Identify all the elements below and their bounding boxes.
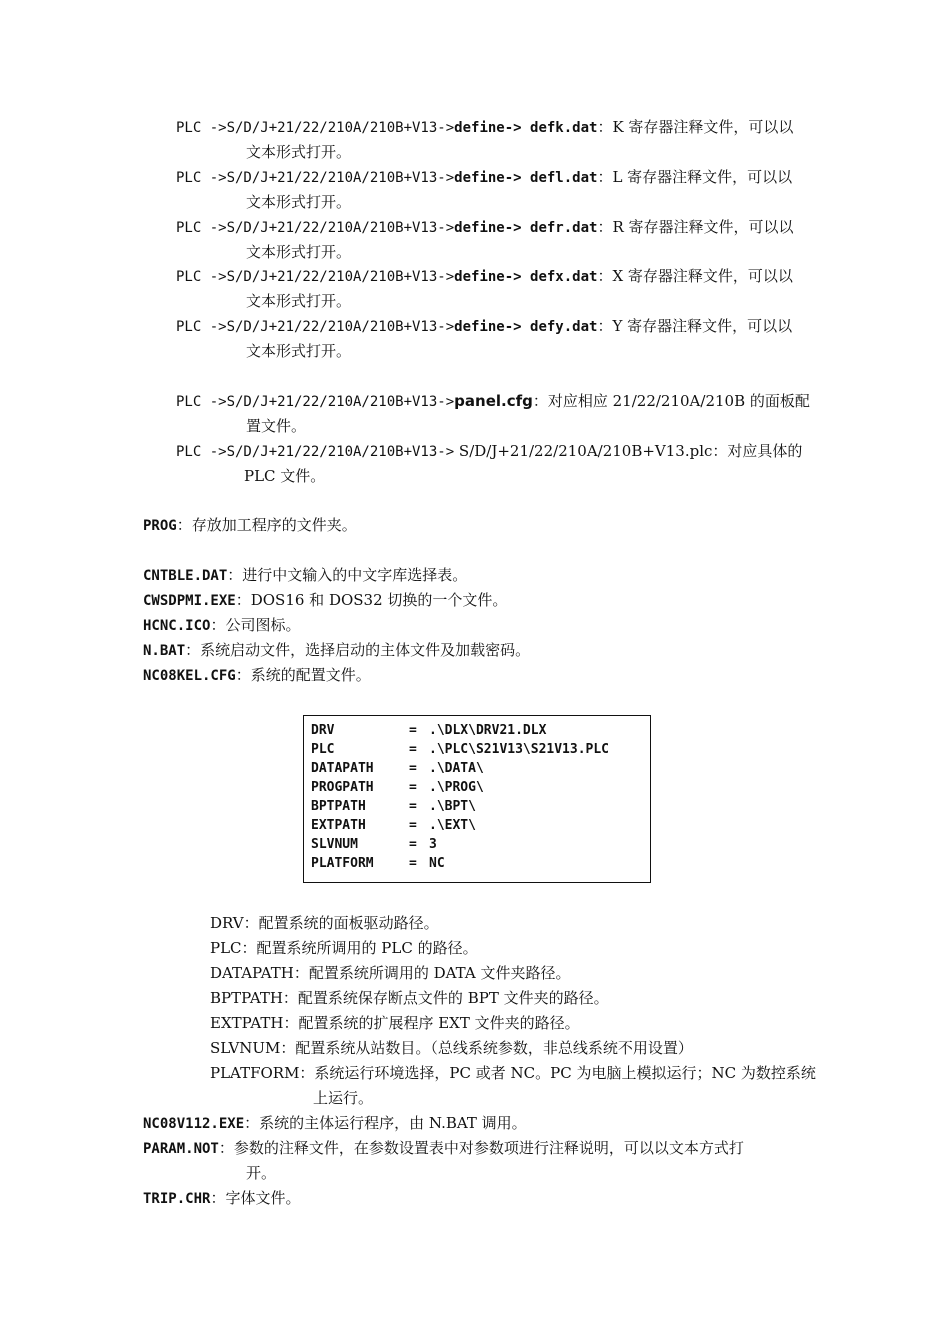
file-entry-prog: PROG：存放加工程序的文件夹。 bbox=[143, 516, 357, 534]
plc-define-defr: PLC ->S/D/J+21/22/210A/210B+V13->define-> defr.dat：R 寄存器注释文件，可以以 bbox=[176, 218, 794, 236]
file-entry-cntble: CNTBLE.DAT：进行中文输入的中文字库选择表。 bbox=[143, 566, 468, 584]
plc-define-defx: PLC ->S/D/J+21/22/210A/210B+V13->define-> defx.dat：X 寄存器注释文件，可以以 bbox=[176, 267, 793, 285]
plc-define-defk-cont: 文本形式打开。 bbox=[246, 143, 352, 161]
config-file-box: DRV = .\DLX\DRV21.DLX PLC = .\PLC\S21V13\S21V13.PLC DATAPATH = .\DATA\ PROGPATH = .\PROG\ BPTPATH = .\BPT\ EXTPATH = .\EXT\ SLVNUM = 3 PLATFORM = NC bbox=[303, 715, 651, 883]
plc-define-defy-cont: 文本形式打开。 bbox=[246, 342, 352, 360]
plc-plc-file: PLC ->S/D/J+21/22/210A/210B+V13-> S/D/J+21/22/210A/210B+V13.plc：对应具体的 bbox=[176, 442, 803, 460]
file-entry-param-cont: 开。 bbox=[246, 1164, 277, 1182]
config-desc-datapath: DATAPATH：配置系统所调用的 DATA 文件夹路径。 bbox=[210, 964, 571, 982]
config-desc-plc: PLC：配置系统所调用的 PLC 的路径。 bbox=[210, 939, 478, 957]
file-entry-hcnc: HCNC.ICO：公司图标。 bbox=[143, 616, 301, 634]
plc-define-defx-cont: 文本形式打开。 bbox=[246, 292, 352, 310]
config-desc-bptpath: BPTPATH：配置系统保存断点文件的 BPT 文件夹的路径。 bbox=[210, 989, 609, 1007]
plc-panel-cfg-cont: 置文件。 bbox=[246, 417, 307, 435]
file-entry-cwsdpmi: CWSDPMI.EXE：DOS16 和 DOS32 切换的一个文件。 bbox=[143, 591, 508, 609]
config-desc-drv: DRV：配置系统的面板驱动路径。 bbox=[210, 914, 439, 932]
config-desc-platform-cont: 上运行。 bbox=[313, 1089, 374, 1107]
plc-define-defr-cont: 文本形式打开。 bbox=[246, 243, 352, 261]
config-desc-extpath: EXTPATH：配置系统的扩展程序 EXT 文件夹的路径。 bbox=[210, 1014, 580, 1032]
file-entry-nc08kel: NC08KEL.CFG：系统的配置文件。 bbox=[143, 666, 371, 684]
plc-define-defy: PLC ->S/D/J+21/22/210A/210B+V13->define-> defy.dat：Y 寄存器注释文件，可以以 bbox=[176, 317, 793, 335]
plc-plc-file-cont: PLC 文件。 bbox=[244, 467, 326, 485]
plc-define-defl: PLC ->S/D/J+21/22/210A/210B+V13->define-> defl.dat：L 寄存器注释文件，可以以 bbox=[176, 168, 793, 186]
file-entry-nbat: N.BAT：系统启动文件，选择启动的主体文件及加载密码。 bbox=[143, 641, 531, 659]
plc-define-defk: PLC ->S/D/J+21/22/210A/210B+V13->define-> defk.dat：K 寄存器注释文件，可以以 bbox=[176, 118, 794, 136]
plc-panel-cfg: PLC ->S/D/J+21/22/210A/210B+V13->panel.cfg：对应相应 21/22/210A/210B 的面板配 bbox=[176, 392, 810, 410]
file-entry-nc08v112: NC08V112.EXE：系统的主体运行程序，由 N.BAT 调用。 bbox=[143, 1114, 527, 1132]
config-desc-slvnum: SLVNUM：配置系统从站数目。（总线系统参数，非总线系统不用设置） bbox=[210, 1039, 693, 1057]
config-desc-platform: PLATFORM：系统运行环境选择，PC 或者 NC。PC 为电脑上模拟运行；NC 为数控系统 bbox=[210, 1064, 816, 1082]
file-entry-param: PARAM.NOT：参数的注释文件，在参数设置表中对参数项进行注释说明，可以以文本方式打 bbox=[143, 1139, 744, 1157]
file-entry-trip: TRIP.CHR：字体文件。 bbox=[143, 1189, 301, 1207]
plc-define-defl-cont: 文本形式打开。 bbox=[246, 193, 352, 211]
